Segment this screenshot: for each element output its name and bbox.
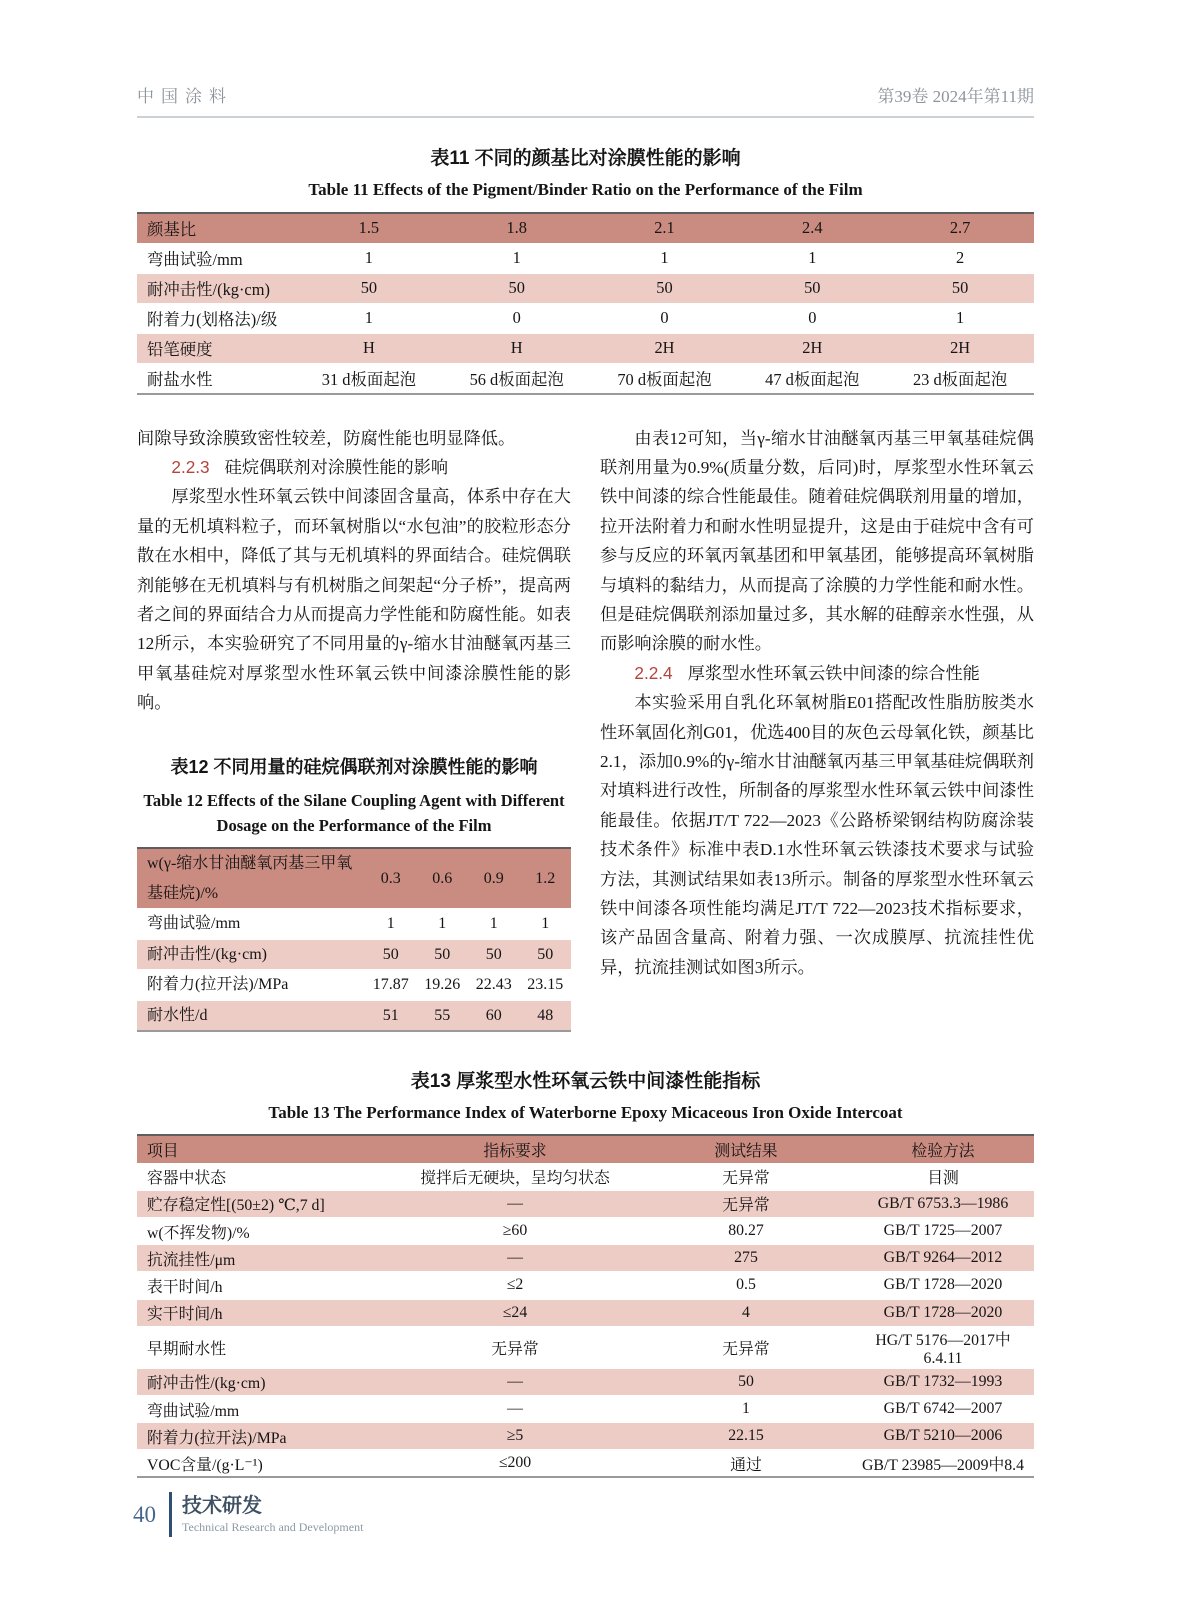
t11-row-1: [137, 243, 1034, 273]
t11-cell-4-1: H: [295, 333, 443, 363]
t13-cell-4-3: GB/T 9264—2012: [852, 1245, 1034, 1272]
t13-cell-1-2: 无异常: [640, 1163, 852, 1190]
t13-cell-9-2: 1: [640, 1395, 852, 1422]
t13-cell-10-2: 22.15: [640, 1423, 852, 1450]
t13-cell-9-0: 弯曲试验/mm: [137, 1395, 390, 1422]
t12-cell-0-3: 0.9: [468, 848, 520, 908]
t12-cell-0-0: w(γ-缩水甘油醚氧丙基三甲氧基硅烷)/%: [137, 848, 365, 908]
t13-cell-11-3: GB/T 23985—2009中8.4: [852, 1450, 1034, 1478]
t12-row-3: [137, 970, 571, 1000]
section-number: 2.2.3: [171, 456, 210, 477]
t11-cell-3-3: 0: [591, 303, 739, 333]
t11-cell-4-3: 2H: [591, 333, 739, 363]
t11-cell-1-4: 1: [738, 243, 886, 273]
t11-cell-2-4: 50: [738, 273, 886, 303]
t12-cell-1-4: 1: [520, 909, 572, 939]
t13-cell-3-0: w(不挥发物)/%: [137, 1217, 390, 1244]
t13-cell-8-0: 耐冲击性/(kg·cm): [137, 1368, 390, 1395]
t11-cell-0-1: 1.5: [295, 213, 443, 244]
t11-row-3: [137, 303, 1034, 333]
t13-cell-5-1: ≤2: [390, 1272, 640, 1299]
t13-cell-5-2: 0.5: [640, 1272, 852, 1299]
t11-cell-3-0: 附着力(划格法)/级: [137, 303, 295, 333]
t12-row-2: [137, 939, 571, 969]
running-head: [137, 0, 1034, 118]
t12-cell-4-3: 60: [468, 1000, 520, 1031]
t11-cell-2-5: 50: [886, 273, 1034, 303]
page-number: 40: [133, 1501, 156, 1527]
footer-section: [182, 1495, 363, 1535]
t12-cell-0-2: 0.6: [417, 848, 469, 908]
t12-cell-3-1: 17.87: [365, 970, 417, 1000]
t12-cell-3-3: 22.43: [468, 970, 520, 1000]
t12-cell-2-3: 50: [468, 939, 520, 969]
t11-cell-1-0: 弯曲试验/mm: [137, 243, 295, 273]
t13-cell-3-2: 80.27: [640, 1217, 852, 1244]
table12-block: [137, 753, 571, 1032]
t12-cell-2-0: 耐冲击性/(kg·cm): [137, 939, 365, 969]
t13-row-6: [137, 1299, 1034, 1326]
t13-cell-10-1: ≥5: [390, 1423, 640, 1450]
paragraph-continuation: 间隙导致涂膜致密性较差，防腐性能也明显降低。: [137, 428, 516, 448]
section-title: 硅烷偶联剂对涂膜性能的影响: [224, 457, 449, 477]
t11-cell-2-1: 50: [295, 273, 443, 303]
section-heading-223: [137, 453, 571, 482]
t13-cell-0-3: 检验方法: [852, 1135, 1034, 1163]
t11-cell-0-0: 颜基比: [137, 213, 295, 244]
t13-cell-2-0: 贮存稳定性[(50±2) ℃,7 d]: [137, 1190, 390, 1217]
t11-cell-5-5: 23 d板面起泡: [886, 363, 1034, 394]
t13-cell-11-0: VOC含量/(g·L⁻¹): [137, 1450, 390, 1478]
t12-cell-4-1: 51: [365, 1000, 417, 1031]
t13-cell-0-0: 项目: [137, 1135, 390, 1163]
footer-divider-bar: [169, 1492, 172, 1537]
t11-cell-4-2: H: [443, 333, 591, 363]
paragraph-table12-analysis: 由表12可知，当γ-缩水甘油醚氧丙基三甲氧基硅烷偶联剂用量为0.9%(质量分数，后同)时，厚浆型水性环氧云铁中间漆的综合性能最佳。随着硅烷偶联剂用量的增加，拉开法附着力和耐水性明显提升，这是由于硅烷中含有可参与反应的环氧丙氧基团和甲氧基团，能够提高环氧树脂与填料的黏结力，从而提高了涂膜的力学性能和耐水性。但是硅烷偶联剂添加量过多，其水解的硅醇亲水性强，从而影响涂膜的耐水性。: [600, 428, 1034, 654]
t13-cell-4-1: —: [390, 1245, 640, 1272]
t13-cell-3-3: GB/T 1725—2007: [852, 1217, 1034, 1244]
t11-row-0: [137, 213, 1034, 244]
t13-cell-6-2: 4: [640, 1299, 852, 1326]
issue-info: 第39卷 2024年第11期: [877, 87, 1034, 106]
t12-cell-1-2: 1: [417, 909, 469, 939]
t13-row-8: [137, 1368, 1034, 1395]
t13-cell-9-3: GB/T 6742—2007: [852, 1395, 1034, 1422]
t13-cell-7-0: 早期耐水性: [137, 1326, 390, 1368]
t11-cell-4-0: 铅笔硬度: [137, 333, 295, 363]
t13-cell-8-3: GB/T 1732—1993: [852, 1368, 1034, 1395]
t12-cell-1-0: 弯曲试验/mm: [137, 909, 365, 939]
page-content: [137, 0, 1034, 1478]
table12-title-en: Table 12 Effects of the Silane Coupling Agent with Different Dosage on the Performance of the Film: [143, 790, 565, 835]
t13-cell-10-0: 附着力(拉开法)/MPa: [137, 1423, 390, 1450]
table11-title-en: Table 11 Effects of the Pigment/Binder Ratio on the Performance of the Film: [308, 180, 863, 199]
t13-row-7: [137, 1326, 1034, 1368]
t11-cell-3-1: 1: [295, 303, 443, 333]
t12-cell-2-4: 50: [520, 939, 572, 969]
t13-cell-8-2: 50: [640, 1368, 852, 1395]
t13-cell-6-0: 实干时间/h: [137, 1299, 390, 1326]
t13-cell-11-1: ≤200: [390, 1450, 640, 1478]
t12-cell-3-4: 23.15: [520, 970, 572, 1000]
t11-cell-3-5: 1: [886, 303, 1034, 333]
section-number: 2.2.4: [634, 662, 673, 683]
t13-cell-4-2: 275: [640, 1245, 852, 1272]
right-column: [600, 424, 1034, 1032]
page-footer: [133, 1492, 363, 1537]
journal-name: 中国涂料: [137, 87, 233, 106]
t13-cell-2-3: GB/T 6753.3—1986: [852, 1190, 1034, 1217]
t12-cell-2-2: 50: [417, 939, 469, 969]
t13-cell-11-2: 通过: [640, 1450, 852, 1478]
paragraph-comprehensive-performance: 本实验采用自乳化环氧树脂E01搭配改性脂肪胺类水性环氧固化剂G01，优选400目的灰色云母氧化铁，颜基比2.1，添加0.9%的γ-缩水甘油醚氧丙基三甲氧基硅烷偶联剂对填料进行改性，所制备的厚浆型水性环氧云铁中间漆性能最佳。依据JT/T 722—2023《公路桥梁钢结构防腐涂装技术条件》标准中表D.1水性环氧云铁漆技术要求与试验方法，其测试结果如表13所示。制备的厚浆型水性环氧云铁中间漆各项性能均满足JT/T 722—2023技术指标要求，该产品固含量高、附着力强、一次成膜厚、抗流挂性优异，抗流挂测试如图3所示。: [600, 693, 1034, 977]
t11-row-2: [137, 273, 1034, 303]
t13-cell-3-1: ≥60: [390, 1217, 640, 1244]
t12-cell-4-2: 55: [417, 1000, 469, 1031]
t11-cell-5-1: 31 d板面起泡: [295, 363, 443, 394]
t12-row-0: [137, 848, 571, 908]
section-title: 厚浆型水性环氧云铁中间漆的综合性能: [687, 663, 980, 683]
table11-title-zh: 表11 不同的颜基比对涂膜性能的影响: [430, 148, 741, 169]
table13-block: [137, 1066, 1034, 1479]
t12-cell-1-3: 1: [468, 909, 520, 939]
t13-cell-9-1: —: [390, 1395, 640, 1422]
t11-cell-0-3: 2.1: [591, 213, 739, 244]
t13-cell-2-1: —: [390, 1190, 640, 1217]
t13-cell-0-2: 测试结果: [640, 1135, 852, 1163]
t13-cell-4-0: 抗流挂性/μm: [137, 1245, 390, 1272]
t13-cell-5-0: 表干时间/h: [137, 1272, 390, 1299]
t13-cell-1-0: 容器中状态: [137, 1163, 390, 1190]
t13-row-3: [137, 1217, 1034, 1244]
t13-row-5: [137, 1272, 1034, 1299]
t11-cell-0-2: 1.8: [443, 213, 591, 244]
t11-cell-5-0: 耐盐水性: [137, 363, 295, 394]
t11-cell-5-3: 70 d板面起泡: [591, 363, 739, 394]
t13-cell-1-1: 搅拌后无硬块，呈均匀状态: [390, 1163, 640, 1190]
left-column: [137, 424, 571, 1032]
table13-title-en: Table 13 The Performance Index of Waterborne Epoxy Micaceous Iron Oxide Intercoat: [268, 1102, 903, 1122]
t12-cell-4-0: 耐水性/d: [137, 1000, 365, 1031]
t12-cell-1-1: 1: [365, 909, 417, 939]
t12-cell-3-2: 19.26: [417, 970, 469, 1000]
t11-row-4: [137, 333, 1034, 363]
t13-row-9: [137, 1395, 1034, 1422]
table11: [137, 212, 1034, 395]
t13-cell-5-3: GB/T 1728—2020: [852, 1272, 1034, 1299]
table13: [137, 1134, 1034, 1478]
t13-row-1: [137, 1163, 1034, 1190]
t12-cell-0-1: 0.3: [365, 848, 417, 908]
t12-row-1: [137, 909, 571, 939]
footer-section-zh: 技术研发: [182, 1494, 262, 1517]
t13-cell-1-3: 目测: [852, 1163, 1034, 1190]
t13-cell-6-3: GB/T 1728—2020: [852, 1299, 1034, 1326]
t11-row-5: [137, 363, 1034, 394]
t13-cell-10-3: GB/T 5210—2006: [852, 1423, 1034, 1450]
t11-cell-1-1: 1: [295, 243, 443, 273]
t11-cell-1-3: 1: [591, 243, 739, 273]
paragraph-silane-intro: 厚浆型水性环氧云铁中间漆固含量高，体系中存在大量的无机填料粒子，而环氧树脂以“水包油”的胶粒形态分散在水相中，降低了其与无机填料的界面结合。硅烷偶联剂能够在无机填料与有机树脂之间架起“分子桥”，提高两者之间的界面结合力从而提高力学性能和防腐性能。如表12所示，本实验研究了不同用量的γ-缩水甘油醚氧丙基三甲氧基硅烷对厚浆型水性环氧云铁中间漆涂膜性能的影响。: [137, 487, 571, 713]
t12-cell-4-4: 48: [520, 1000, 572, 1031]
t13-cell-7-1: 无异常: [390, 1326, 640, 1368]
t11-cell-2-2: 50: [443, 273, 591, 303]
t11-cell-5-4: 47 d板面起泡: [738, 363, 886, 394]
t13-cell-6-1: ≤24: [390, 1299, 640, 1326]
body-columns: [137, 424, 1034, 1032]
t11-cell-4-5: 2H: [886, 333, 1034, 363]
t11-cell-3-4: 0: [738, 303, 886, 333]
t13-cell-2-2: 无异常: [640, 1190, 852, 1217]
t11-cell-1-2: 1: [443, 243, 591, 273]
t13-row-0: [137, 1135, 1034, 1163]
t12-row-4: [137, 1000, 571, 1031]
t13-cell-7-2: 无异常: [640, 1326, 852, 1368]
t11-cell-3-2: 0: [443, 303, 591, 333]
t12-cell-2-1: 50: [365, 939, 417, 969]
t13-row-4: [137, 1245, 1034, 1272]
t13-row-11: [137, 1450, 1034, 1478]
t12-cell-0-4: 1.2: [520, 848, 572, 908]
table13-title-zh: 表13 厚浆型水性环氧云铁中间漆性能指标: [410, 1070, 761, 1092]
table12: [137, 847, 571, 1031]
t11-cell-4-4: 2H: [738, 333, 886, 363]
t11-cell-5-2: 56 d板面起泡: [443, 363, 591, 394]
section-heading-224: [600, 659, 1034, 688]
t13-cell-8-1: —: [390, 1368, 640, 1395]
t11-cell-2-0: 耐冲击性/(kg·cm): [137, 273, 295, 303]
t11-cell-0-4: 2.4: [738, 213, 886, 244]
t12-cell-3-0: 附着力(拉开法)/MPa: [137, 970, 365, 1000]
t11-cell-2-3: 50: [591, 273, 739, 303]
t13-row-2: [137, 1190, 1034, 1217]
table12-title-zh: 表12 不同用量的硅烷偶联剂对涂膜性能的影响: [170, 756, 538, 777]
footer-section-en: Technical Research and Development: [182, 1519, 364, 1534]
table11-block: [137, 143, 1034, 395]
t13-row-10: [137, 1423, 1034, 1450]
t13-cell-7-3: HG/T 5176—2017中6.4.11: [852, 1326, 1034, 1368]
t11-cell-1-5: 2: [886, 243, 1034, 273]
t11-cell-0-5: 2.7: [886, 213, 1034, 244]
t13-cell-0-1: 指标要求: [390, 1135, 640, 1163]
